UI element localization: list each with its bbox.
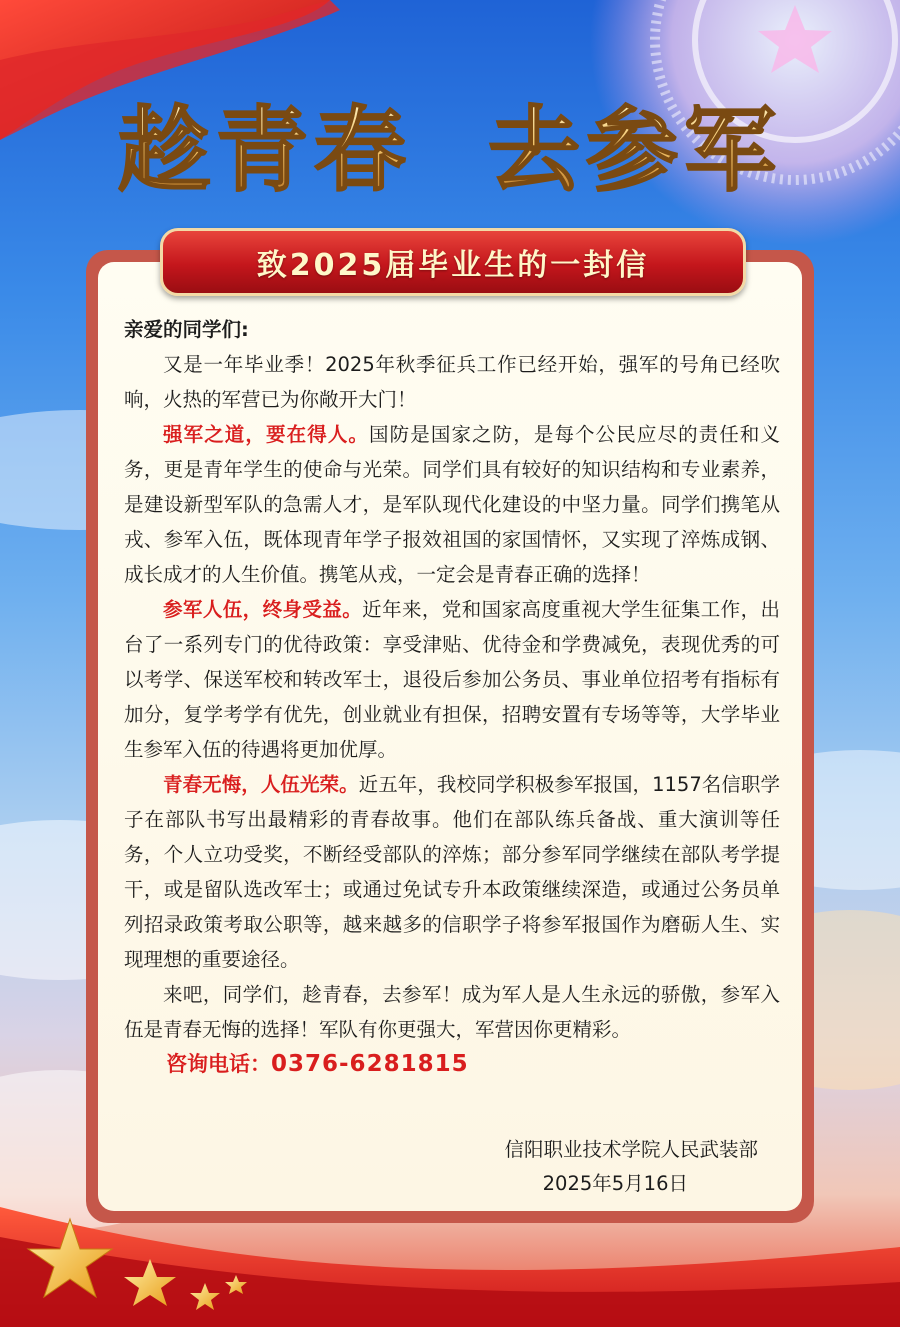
phone-label: 咨询电话： (166, 1052, 271, 1076)
paragraph-text: 近年来，党和国家高度重视大学生征集工作，出台了一系列专门的优待政策：享受津贴、优待金和学费减免，表现优秀的可以考学、保送军校和转改军士，退役后参加公务员、事业单位招考有指标有加分，复学考学有优先，创业就业有担保，招聘安置有专场等等，大学毕业生参军入伍的待遇将更加优厚。 (124, 598, 780, 761)
paragraph-highlight: 青春无悔，人伍光荣。 (163, 773, 359, 796)
letter-paragraph (124, 592, 780, 767)
letter-body (124, 312, 780, 1082)
consult-phone (124, 1047, 780, 1082)
banner-title: 致2025届毕业生的一封信 (256, 248, 650, 283)
bottom-ribbon-art (0, 1187, 900, 1327)
letter-paragraph (124, 767, 780, 977)
paragraph-text: 近五年，我校同学积极参军报国，1157名信职学子在部队书写出最精彩的青春故事。他们在部队练兵备战、重大演训等任务，个人立功受奖，不断经受部队的淬炼；部分参军同学继续在部队考学提干，或是留队选改军士；或通过免试专升本政策继续深造，或通过公务员单列招录政策考取公职等，越来越多的信职学子将参军报国作为磨砺人生、实现理想的重要途径。 (124, 773, 780, 971)
paragraph-highlight: 参军人伍，终身受益。 (163, 598, 363, 621)
letter-paragraph (124, 347, 780, 417)
letter-paragraph (124, 977, 780, 1047)
phone-number[interactable]: 0376-6281815 (271, 1051, 469, 1077)
poster-headline (0, 90, 900, 210)
letter-greeting: 亲爱的同学们: (124, 318, 249, 341)
paragraph-highlight: 强军之道，要在得人。 (163, 423, 370, 446)
paragraph-text: 又是一年毕业季！2025年秋季征兵工作已经开始，强军的号角已经吹响，火热的军营已为你敞开大门！ (124, 353, 780, 411)
headline-text: 趁青春 去参军 (117, 97, 783, 204)
signature-org: 信阳职业技术学院人民武装部 (504, 1138, 758, 1161)
signature-date: 2025年5月16日 (542, 1172, 688, 1195)
letter-paragraph (124, 417, 780, 592)
paragraph-text: 国防是国家之防，是每个公民应尽的责任和义务，更是青年学生的使命与光荣。同学们具有较好的知识结构和专业素养，是建设新型军队的急需人才，是军队现代化建设的中坚力量。同学们携笔从戎、参军入伍，既体现青年学子报效祖国的家国情怀，又实现了淬炼成钢、成长成才的人生价值。携笔从戎，一定会是青春正确的选择！ (124, 423, 780, 586)
letter-banner (160, 228, 746, 296)
paragraph-text: 来吧，同学们，趁青春，去参军！成为军人是人生永远的骄傲，参军入伍是青春无悔的选择！军队有你更强大，军营因你更精彩。 (124, 983, 780, 1041)
